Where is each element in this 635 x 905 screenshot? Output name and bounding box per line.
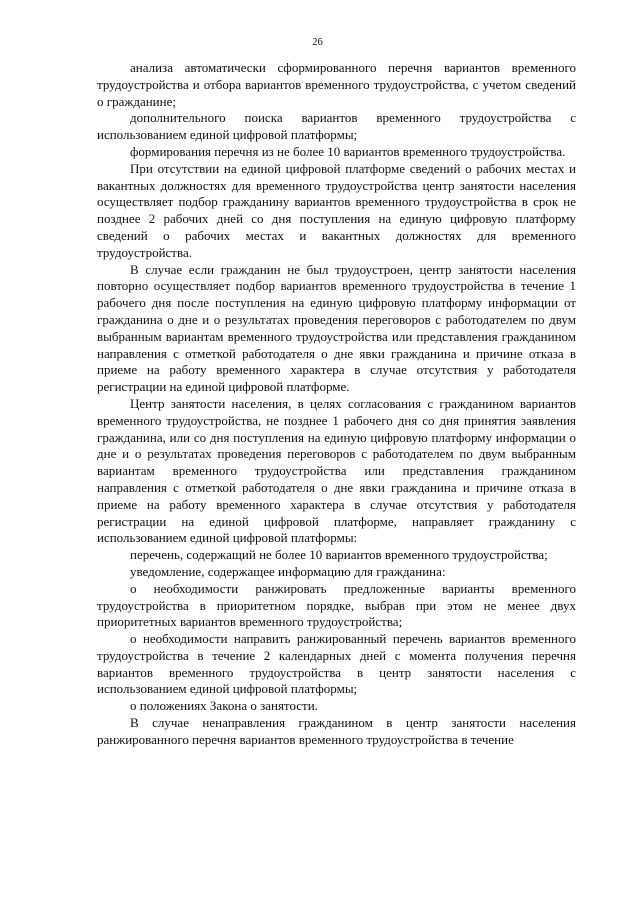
paragraph: уведомление, содержащее информацию для гражданина: bbox=[130, 563, 446, 579]
paragraph: Центр занятости населения, в целях согласования с гражданином вариантов временного трудоустройства, не позднее 1 рабочего дня со дня принятия заявления гражданина, или со дня поступления на единую цифровую платформу информации о дне и о результатах проведения переговоров с работодателем по двум выбранным вариантам временного трудоустройства или представления гражданином направления с отметкой работодателя о дне явки гражданина и причине отказа в приеме на работу временного характера в случае отсутствия у работодателя регистрации на единой цифровой платформе, направляет гражданину с использованием единой цифровой платформы: bbox=[97, 395, 576, 546]
paragraph: дополнительного поиска вариантов временного трудоустройства с использованием единой цифровой платформы; bbox=[97, 110, 576, 143]
page-number: 26 bbox=[312, 37, 323, 48]
paragraph: о необходимости ранжировать предложенные варианты временного трудоустройства в приоритетном порядке, выбрав при этом не менее двух приоритетных вариантов временного трудоустройства; bbox=[97, 580, 576, 630]
paragraph: В случае если гражданин не был трудоустроен, центр занятости населения повторно осуществляет подбор вариантов временного трудоустройства в течение 1 рабочего дня после поступления на единую цифровую платформу информации от гражданина о дне и о результатах проведения переговоров с работодателем по двум выбранным вариантам временного трудоустройства или представления гражданином направления с отметкой работодателя о дне явки гражданина и причине отказа в приеме на работу временного характера в случае отсутствия у работодателя регистрации на единой цифровой платформе. bbox=[97, 261, 576, 395]
paragraph: В случае ненаправления гражданином в центр занятости населения ранжированного перечня вариантов временного трудоустройства в течение bbox=[97, 715, 576, 747]
document-body bbox=[97, 60, 576, 749]
paragraph: формирования перечня из не более 10 вариантов временного трудоустройства. bbox=[130, 143, 566, 159]
paragraph: о положениях Закона о занятости. bbox=[130, 698, 318, 714]
paragraph: о необходимости направить ранжированный перечень вариантов временного трудоустройства в течение 2 календарных дней с момента получения перечня вариантов временного трудоустройства в центр занятости населения с использованием единой цифровой платформы; bbox=[97, 631, 576, 697]
paragraph: анализа автоматически сформированного перечня вариантов временного трудоустройства и отбора вариантов временного трудоустройства, с учетом сведений о гражданине; bbox=[97, 60, 576, 109]
paragraph: При отсутствии на единой цифровой платформе сведений о рабочих местах и вакантных должностях для временного трудоустройства центр занятости населения осуществляет подбор гражданину вариантов временного трудоустройства в срок не позднее 2 рабочих дней со дня поступления на единую цифровую платформу сведений о рабочих местах и вакантных должностях для временного трудоустройства. bbox=[97, 160, 576, 260]
paragraph: перечень, содержащий не более 10 вариантов временного трудоустройства; bbox=[130, 547, 548, 563]
